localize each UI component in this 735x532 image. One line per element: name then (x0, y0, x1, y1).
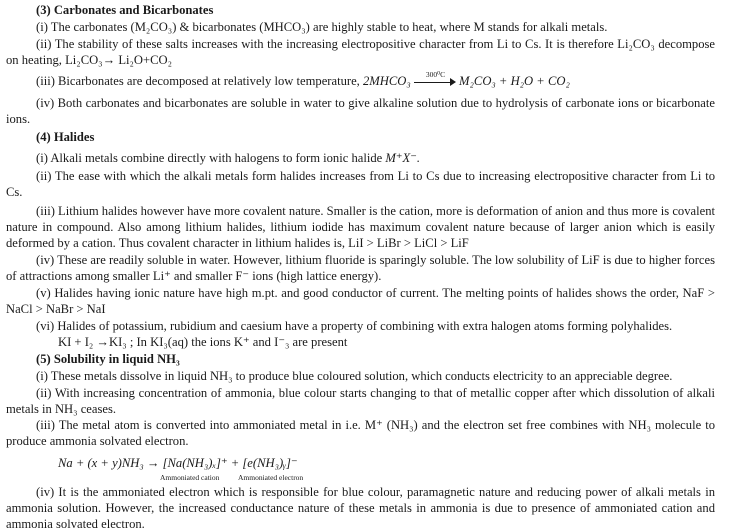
section-heading-solubility: (5) Solubility in liquid NH₃ (36, 352, 180, 366)
halides-point-2-line-2: Cs. (6, 185, 23, 199)
halides-point-5-line-2: NaCl > NaBr > NaI (6, 302, 106, 316)
bicarbonate-equation-right: M₂CO₃ + H₂O + CO₂ (459, 74, 570, 88)
solubility-point-3-line-1: (iii) The metal atom is converted into ammoniated metal in i.e. M⁺ (NH₃) and the electron set free combines with NH₃ molecule to (36, 418, 715, 432)
solubility-point-4-line-1: (iv) It is the ammoniated electron which is responsible for blue colour, paramagnetic nature and reducing power of alkali metals in (36, 485, 715, 499)
solubility-point-2-line-2: metals in NH₃ ceases. (6, 402, 117, 416)
halides-point-1-text: (i) Alkali metals combine directly with halogens to form ionic halide (36, 151, 383, 165)
ionic-halide-formula: M⁺X⁻. (385, 151, 421, 165)
heat-arrow (414, 70, 456, 88)
halides-point-3-line-1: (iii) Lithium halides however have more covalent nature. Smaller is the cation, more is deformation of anion and thus more is covalent (36, 204, 715, 218)
carbonates-point-1: (i) The carbonates (M₂CO₃) & bicarbonates (MHCO₃) are highly stable to heat, where M stands for alkali metals. (36, 20, 608, 34)
halides-point-4-line-2: of attractions among smaller Li⁺ and smaller F⁻ ions (high lattice energy). (6, 269, 382, 283)
carbonates-point-2-line-2: on heating, Li₂CO₃→ Li₂O+CO₂ (6, 53, 172, 67)
solubility-point-2-line-1: (ii) With increasing concentration of ammonia, blue colour starts changing to that of metallic copper after which dissolution of alkali (36, 386, 715, 400)
heat-temperature: 300⁰C (425, 70, 446, 80)
solubility-point-4-line-2: ammonia solution. However, the increased conductance nature of these metals in ammonia is due to presence of ammoniated cation and (6, 501, 715, 515)
ammoniated-electron-label: Ammoniated electron (238, 473, 304, 482)
carbonates-point-3-text: (iii) Bicarbonates are decomposed at relatively low temperature, (36, 74, 360, 88)
halides-point-5-line-1: (v) Halides having ionic nature have high m.pt. and good conductor of current. The melting points of halides shows the order, NaF > (36, 286, 715, 300)
solubility-point-4-line-3: ammonia solvated electron. (6, 517, 145, 531)
halides-point-1 (36, 150, 715, 166)
bicarbonate-equation-left: 2MHCO₃ (362, 74, 411, 88)
halides-point-6: (vi) Halides of potassium, rubidium and caesium have a property of combining with extra halogen atoms forming polyhalides. (36, 319, 673, 333)
halides-point-3-line-2: nature in compound. Also among lithium halides, lithium iodide has maximum covalent nature because of larger anion which is easily (6, 220, 715, 234)
ammoniated-cation-label: Ammoniated cation (160, 473, 220, 482)
halides-point-2-line-1: (ii) The ease with which the alkali metals form halides increases from Li to Cs due to increasing electropositive character from Li to (36, 169, 715, 183)
solubility-point-1: (i) These metals dissolve in liquid NH₃ to produce blue coloured solution, which conducts electricity to an appreciable degree. (36, 369, 673, 383)
section-heading-halides: (4) Halides (36, 130, 95, 144)
solubility-point-3-line-2: produce ammonia solvated electron. (6, 434, 189, 448)
halides-point-4-line-1: (iv) These are readily soluble in water. However, lithium fluoride is sparingly soluble. The low solubility of LiF is due to higher forces (36, 253, 715, 267)
carbonates-point-2-line-1: (ii) The stability of these salts increases with the increasing electropositive character from Li to Cs. It is therefore Li₂CO₃ decompose (36, 37, 715, 51)
carbonates-point-3 (36, 70, 715, 89)
polyhalide-equation: KI + I₂ →KI₃ ; In KI₃(aq) the ions K⁺ and I⁻₃ are present (58, 335, 348, 349)
carbonates-point-4-line-1: (iv) Both carbonates and bicarbonates are soluble in water to give alkaline solution due to hydrolysis of carbonate ions or bicarbonate (36, 96, 715, 110)
section-heading-carbonates: (3) Carbonates and Bicarbonates (36, 3, 214, 17)
ammoniation-equation: Na + (x + y)NH₃ → [Na(NH₃)ₓ]⁺ + [e(NH₃)ᵧ]⁻ (58, 456, 298, 470)
halides-point-3-line-3: deformed by a cation. Thus covalent character in lithium halides is, LiI > LiBr > LiCl > LiF (6, 236, 469, 250)
carbonates-point-4-line-2: ions. (6, 112, 31, 126)
